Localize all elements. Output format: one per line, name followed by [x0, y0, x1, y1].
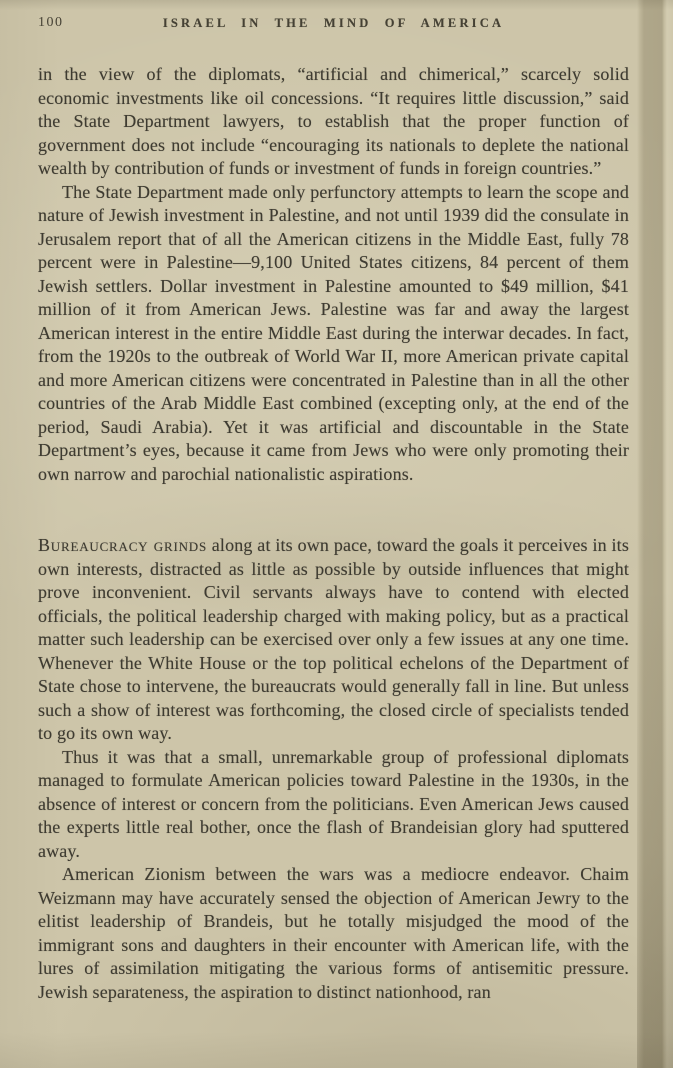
running-title: ISRAEL IN THE MIND OF AMERICA	[162, 16, 505, 30]
page-body	[38, 63, 629, 1004]
page-content	[38, 13, 629, 1004]
paragraph-continuation: in the view of the diplomats, “artificial and chimerical,” scarcely solid economic investments like oil concessions. “It requires little discussion,” said the State Department lawyers, to establish that the proper function of government does not include “encouraging its nationals to deplete the national wealth by contribution of funds or investment of funds in foreign countries.”	[38, 64, 629, 178]
page-number: 100	[38, 15, 64, 30]
paragraph-state-department: The State Department made only perfunctory attempts to learn the scope and nature of Jewish investment in Palestine, and not until 1939 did the consulate in Jerusalem report that of all the American citizens in the Middle East, fully 78 percent were in Palestine—9,100 United States citizens, 84 percent of them Jewish settlers. Dollar investment in Palestine amounted to $49 million, $41 million of it from American Jews. Palestine was far and away the largest American interest in the entire Middle East during the interwar decades. In fact, from the 1920s to the outbreak of World War II, more American private capital and more American citizens were concentrated in Palestine than in all the other countries of the Arab Middle East combined (excepting only, at the end of the period, Saudi Arabia). Yet it was artificial and discountable in the State Department’s eyes, because it came from Jews who were only promoting their own narrow and parochial nationalistic aspirations.	[38, 181, 629, 484]
page-gutter-shadow	[637, 0, 673, 1068]
small-caps-lead: Bureaucracy grinds	[38, 535, 207, 555]
paragraph-bureaucracy-section	[38, 534, 629, 746]
page-header	[38, 13, 629, 35]
paragraph-american-zionism: American Zionism between the wars was a mediocre endeavor. Chaim Weizmann may have accurately sensed the objection of American Jewry to the elitist leadership of Brandeis, but he totally misjudged the mood of the immigrant sons and daughters in their encounter with American life, with the lures of assimilation mitigating the various forms of antisemitic pressure. Jewish separateness, the aspiration to distinct nationhood, ran	[38, 864, 629, 1002]
paragraph-diplomats: Thus it was that a small, unremarkable group of professional diplomats managed to formulate American policies toward Palestine in the 1930s, in the absence of interest or concern from the politicians. Even American Jews caused the experts little real bother, once the flash of Brandeisian glory had sputtered away.	[38, 746, 629, 861]
paragraph-text: along at its own pace, toward the goals it perceives in its own interests, distracted as little as possible by outside influences that might prove inconvenient. Civil servants always have to contend with elected officials, the political leadership charged with making policy, but as a practical matter such leadership can be exercised over only a few issues at any one time. Whenever the White House or the top political echelons of the Department of State chose to intervene, the bureaucrats would generally fall in line. But unless such a show of interest was forthcoming, the closed circle of specialists tended to go its own way.	[38, 535, 629, 743]
